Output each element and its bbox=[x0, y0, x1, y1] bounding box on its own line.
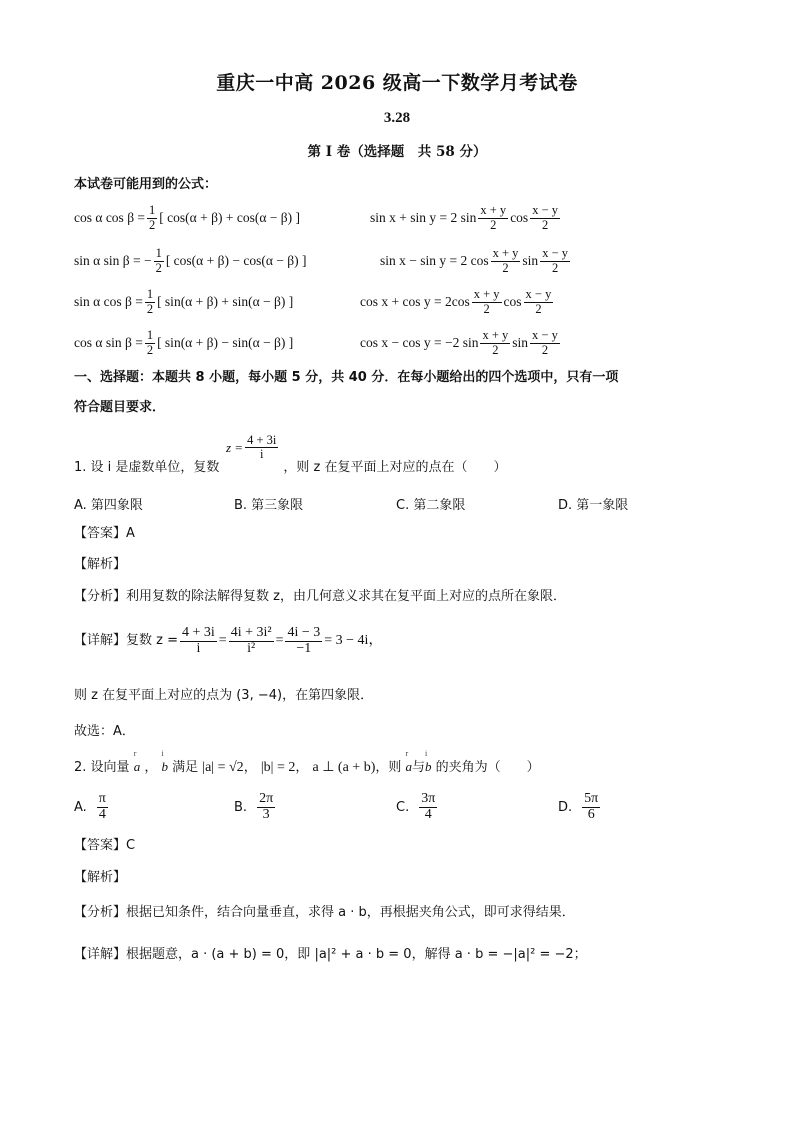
q1-choose: 故选：A． bbox=[74, 724, 135, 739]
section-heading: 第 I 卷（选择题 共 58 分） bbox=[307, 144, 487, 160]
formula-left: sin α cos β = $\frac{1}{2}$ [ sin(α + β) + sin(α − β) ] bbox=[74, 287, 294, 316]
q2-detail: 【详解】根据题意，a · (a + b) = 0，即 |a|² + a · b = 0，解得 a · b = −|a|² = −2； bbox=[74, 947, 587, 962]
q2-answer: 【答案】C bbox=[74, 838, 136, 853]
formula-left: cos α sin β = $\frac{1}{2}$ [ sin(α + β) − sin(α − β) ] bbox=[74, 328, 294, 357]
q2-option-c: C. 3π 4 bbox=[396, 791, 436, 822]
fraction: $\frac{4 + 3i}{i}$ bbox=[181, 625, 215, 656]
q1-point-line: 则 z 在复平面上对应的点为 (3, −4)，在第四象限． bbox=[74, 688, 374, 703]
q2-option-d: D. 5π 6 bbox=[558, 791, 599, 822]
q1-detail: 【详解】复数 z = $\frac{4 + 3i}{i}$ = $\frac{\text{4i + 3i²}}{\text{i²}}$ = $\frac{4i - 3}{-1}$ = 3 − 4i， bbox=[74, 625, 383, 656]
part-one-heading: 一、选择题：本题共 8 小题，每小题 5 分，共 40 分．在每小题给出的四个选项中，只有一项 bbox=[74, 370, 619, 385]
q1-analysis: 【分析】利用复数的除法解得复数 z，由几何意义求其在复平面上对应的点所在象限． bbox=[74, 589, 566, 604]
q2-analysis: 【分析】根据已知条件，结合向量垂直，求得 a · b，再根据夹角公式，即可求得结果． bbox=[74, 905, 575, 920]
fraction: $\frac{1}{2}$ bbox=[149, 203, 156, 232]
exam-title: 重庆一中高 2026 级高一下数学月考试卷 bbox=[216, 72, 578, 94]
fraction: π 4 bbox=[98, 791, 106, 822]
fraction: x + y 2 bbox=[473, 287, 500, 316]
q1-jiexi: 【解析】 bbox=[74, 557, 127, 572]
fraction: $\frac{4 + 3i}{i}$ bbox=[247, 433, 277, 462]
fraction: x − y 2 bbox=[532, 328, 558, 357]
fraction: x − y 2 bbox=[542, 246, 568, 275]
q1-option-d: D. 第一象限 bbox=[558, 498, 629, 513]
q2-option-a: A. π 4 bbox=[74, 791, 106, 822]
q2-stem: 2. 设向量 r a ， i b 满足 |a| = √2， |b| = 2， a ⊥ (a + b)，则 r a与i b 的夹角为（ ） bbox=[74, 757, 734, 779]
formula-heading: 本试卷可能用到的公式： bbox=[74, 177, 218, 192]
fraction: 3π 4 bbox=[421, 791, 436, 822]
q1-option-c: C. 第二象限 bbox=[396, 498, 466, 513]
vector-b: i b bbox=[161, 757, 168, 778]
formula-left bbox=[74, 204, 300, 231]
fraction: $\frac{1}{2}$ bbox=[146, 287, 154, 316]
vector-a: r a bbox=[134, 757, 141, 778]
formula-lhs: cos α cos β = bbox=[74, 210, 146, 225]
fraction: x − y 2 bbox=[525, 287, 552, 316]
fraction: $\frac{1}{2}$ bbox=[146, 328, 154, 357]
formula-right: cos x + cos y = 2cos x + y 2 cos x − y 2 bbox=[360, 287, 552, 316]
formula-left: sin α sin β = − $\frac{1}{2}$ [ cos(α + β) − cos(α − β) ] bbox=[74, 246, 307, 275]
q2-option-b: B. 2π 3 bbox=[234, 791, 274, 822]
fraction: $\frac{4i - 3}{-1}$ bbox=[287, 625, 321, 656]
exam-date: 3.28 bbox=[383, 110, 411, 126]
fraction: x + y 2 bbox=[480, 203, 507, 232]
q1-fraction: z = $\frac{4 + 3i}{i}$ bbox=[226, 433, 277, 462]
fraction: $\frac{\text{4i + 3i²}}{\text{i²}}$ bbox=[230, 625, 272, 656]
fraction: x + y 2 bbox=[492, 246, 519, 275]
formula-right: cos x − cos y = −2 sin x + y 2 sin x − y 2 bbox=[360, 328, 558, 357]
formula-rhs: [ cos(α + β) + cos(α − β) ] bbox=[159, 210, 300, 225]
q1-stem: 1. 设 i 是虚数单位，复数 ，则 z 在复平面上对应的点在（ ） bbox=[74, 460, 507, 475]
q1-option-a: A. 第四象限 bbox=[74, 498, 143, 513]
part-one-heading-cont: 符合题目要求． bbox=[74, 400, 166, 415]
fraction: 2π 3 bbox=[259, 791, 274, 822]
q2-jiexi: 【解析】 bbox=[74, 870, 127, 885]
fraction: $\frac{1}{2}$ bbox=[155, 246, 162, 275]
q1-option-b: B. 第三象限 bbox=[234, 498, 304, 513]
formula-right: sin x + sin y = 2 sin x + y 2 cos x − y 2 bbox=[370, 203, 558, 232]
formula-right: sin x − sin y = 2 cos x + y 2 sin x − y 2 bbox=[380, 246, 568, 275]
fraction: 5π 6 bbox=[584, 791, 599, 822]
fraction: x − y 2 bbox=[532, 203, 558, 232]
fraction: x + y 2 bbox=[482, 328, 509, 357]
q1-answer: 【答案】A bbox=[74, 526, 135, 541]
